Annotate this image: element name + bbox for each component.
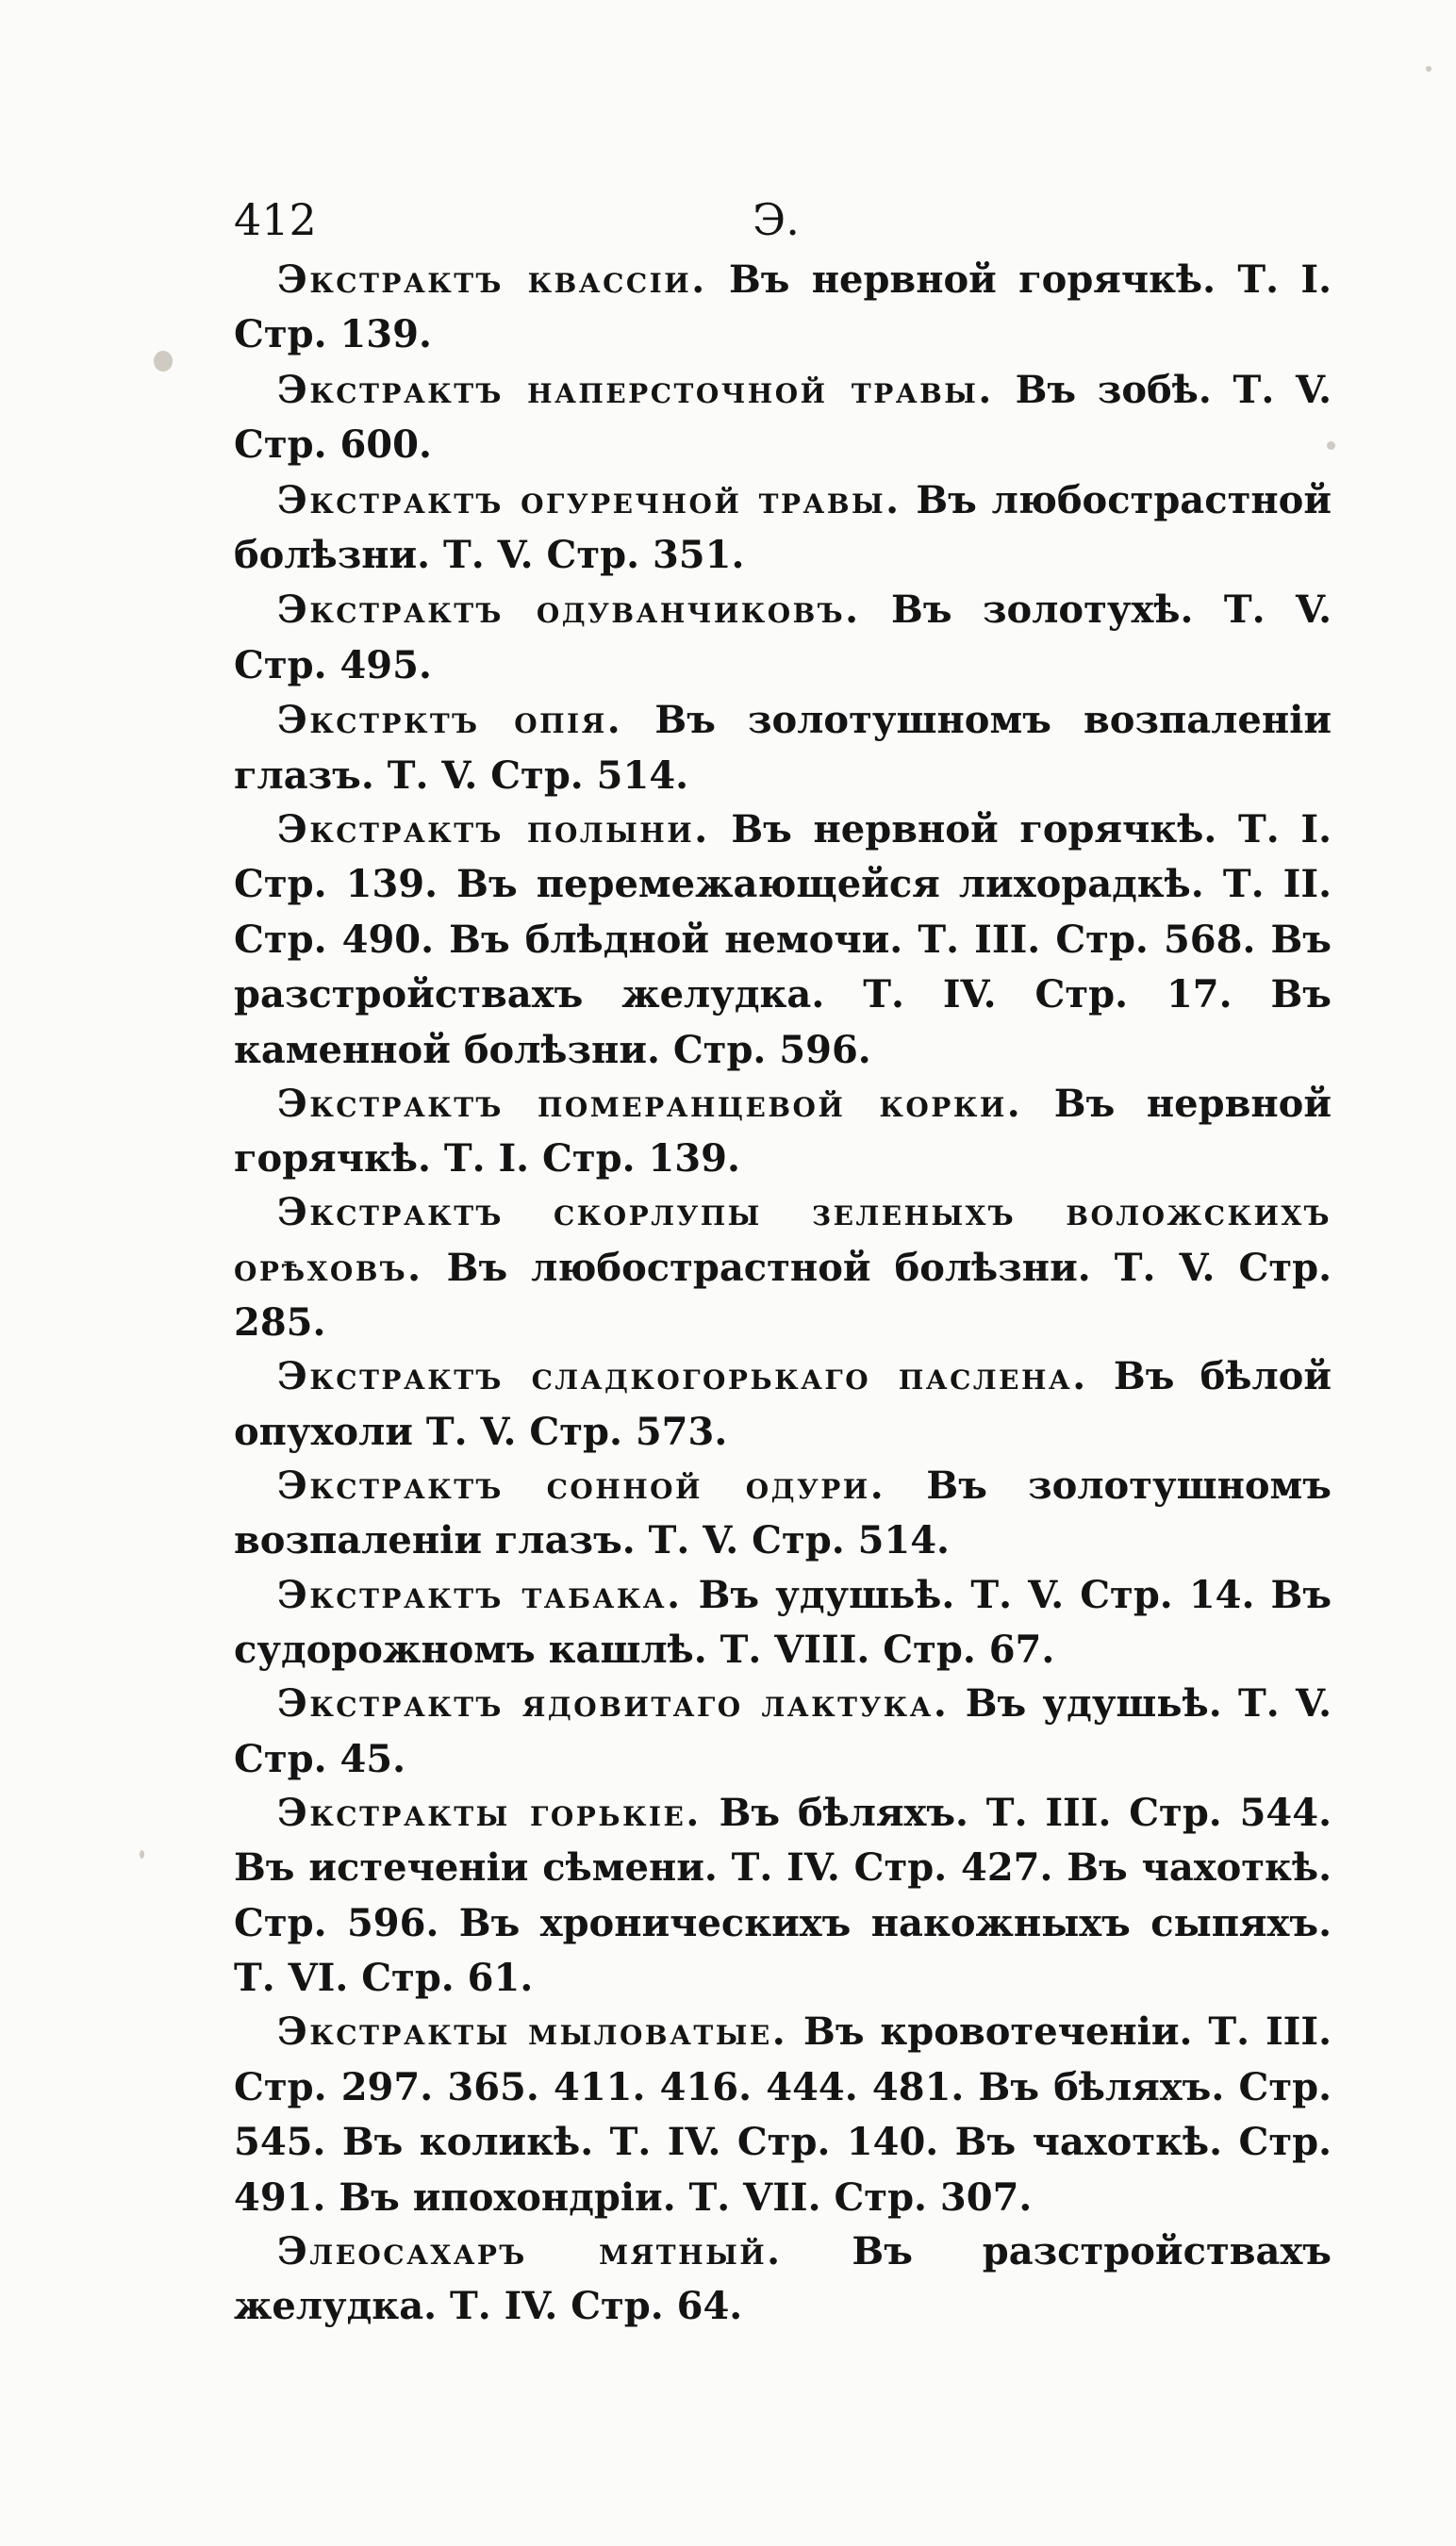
entry-headword: Экстрактъ ядовитаго лактука. (277, 1681, 950, 1727)
index-entry (234, 583, 1332, 693)
entry-references: Въ золотушномъ возпаленiи глазъ. Т. V. Стр. 514. (234, 698, 1332, 798)
section-letter: Э. (753, 194, 800, 245)
index-entry (234, 693, 1332, 803)
index-entry (234, 2005, 1332, 2225)
running-head (234, 187, 1328, 253)
entry-references: Въ нервной горячкѣ. Т. I. Стр. 139. Въ перемежающейся лихорадкѣ. Т. II. Стр. 490. Въ блѣдной немочи. Т. III. Стр. 568. Въ разстройствахъ желудка. Т. IV. Стр. 17. Въ каменной болѣзни. Стр. 596. (234, 806, 1332, 1072)
index-entry (234, 2224, 1332, 2335)
paper-speck (154, 351, 173, 372)
index-entry (234, 1568, 1332, 1678)
entry-headword: Экстрактъ сонной одури. (277, 1463, 886, 1508)
index-entry (234, 1077, 1332, 1187)
entry-headword: Экстракты горькiе. (277, 1790, 702, 1835)
index-entry (234, 1677, 1332, 1787)
entry-references: Въ зобѣ. Т. V. Стр. 600. (234, 367, 1332, 468)
index-entry (234, 363, 1332, 473)
entry-headword: Экстрктъ опiя. (277, 698, 623, 743)
entry-headword: Экстрактъ наперсточной травы. (277, 367, 994, 412)
entry-headword: Экстрактъ полыни. (277, 806, 710, 851)
index-entry (234, 1185, 1332, 1350)
entry-references: Въ любострастной болѣзни. Т. V. Стр. 285. (234, 1245, 1332, 1346)
entry-headword: Экстрактъ квассiи. (277, 257, 707, 302)
entry-references: Въ золотушномъ возпаленiи глазъ. Т. V. Стр. 514. (234, 1463, 1332, 1563)
entry-headword: Экстрактъ огуречной травы. (277, 477, 902, 522)
entry-references: Въ удушьѣ. Т. V. Стр. 45. (234, 1681, 1332, 1781)
page-number: 412 (234, 194, 317, 245)
entry-references: Въ золотухѣ. Т. V. Стр. 495. (234, 587, 1332, 687)
index-entry (234, 1349, 1332, 1460)
entry-headword: Экстрактъ померанцевой корки. (277, 1081, 1023, 1126)
paper-speck (1426, 66, 1431, 72)
entry-references: Въ кровотеченiи. Т. III. Стр. 297. 365. 411. 416. 444. 481. Въ бѣляхъ. Стр. 545. Въ коликѣ. Т. IV. Стр. 140. Въ чахоткѣ. Стр. 491. Въ ипохондрiи. Т. VII. Стр. 307. (234, 2009, 1332, 2220)
entry-headword: Экстрактъ сладкогорькаго паслена. (277, 1354, 1088, 1399)
entry-references: Въ бѣлой опухоли Т. V. Стр. 573. (234, 1354, 1332, 1454)
index-entry (234, 473, 1332, 584)
entry-list (234, 253, 1332, 2335)
entry-references: Въ бѣляхъ. Т. III. Стр. 544. Въ истеченiи сѣмени. Т. IV. Стр. 427. Въ чахоткѣ. Стр. 596. Въ хроническихъ накожныхъ сыпяхъ. Т. VI. Стр. 61. (234, 1790, 1332, 2001)
entry-headword: Экстрактъ одуванчиковъ. (277, 587, 861, 633)
entry-references: Въ нервной горячкѣ. Т. I. Стр. 139. (234, 257, 1332, 357)
entry-references: Въ любострастной болѣзни. Т. V. Стр. 351. (234, 477, 1332, 578)
entry-headword: Экстрактъ скорлупы зеленыхъ воложскихъ орѣховъ. (234, 1190, 1332, 1290)
entry-headword: Элеосахаръ мятный. (277, 2228, 783, 2273)
index-entry (234, 253, 1332, 363)
paper-speck (140, 1850, 144, 1859)
entry-references: Въ нервной горячкѣ. Т. I. Стр. 139. (234, 1081, 1332, 1182)
entry-references: Въ разстройствахъ желудка. Т. IV. Стр. 64. (234, 2228, 1332, 2329)
entry-headword: Экстрактъ табака. (277, 1572, 683, 1617)
entry-headword: Экстракты мыловатые. (277, 2009, 788, 2055)
index-entry (234, 1459, 1332, 1569)
index-entry (234, 802, 1332, 1078)
index-entry (234, 1786, 1332, 2007)
entry-references: Въ удушьѣ. Т. V. Стр. 14. Въ судорожномъ кашлѣ. Т. VIII. Стр. 67. (234, 1572, 1332, 1673)
